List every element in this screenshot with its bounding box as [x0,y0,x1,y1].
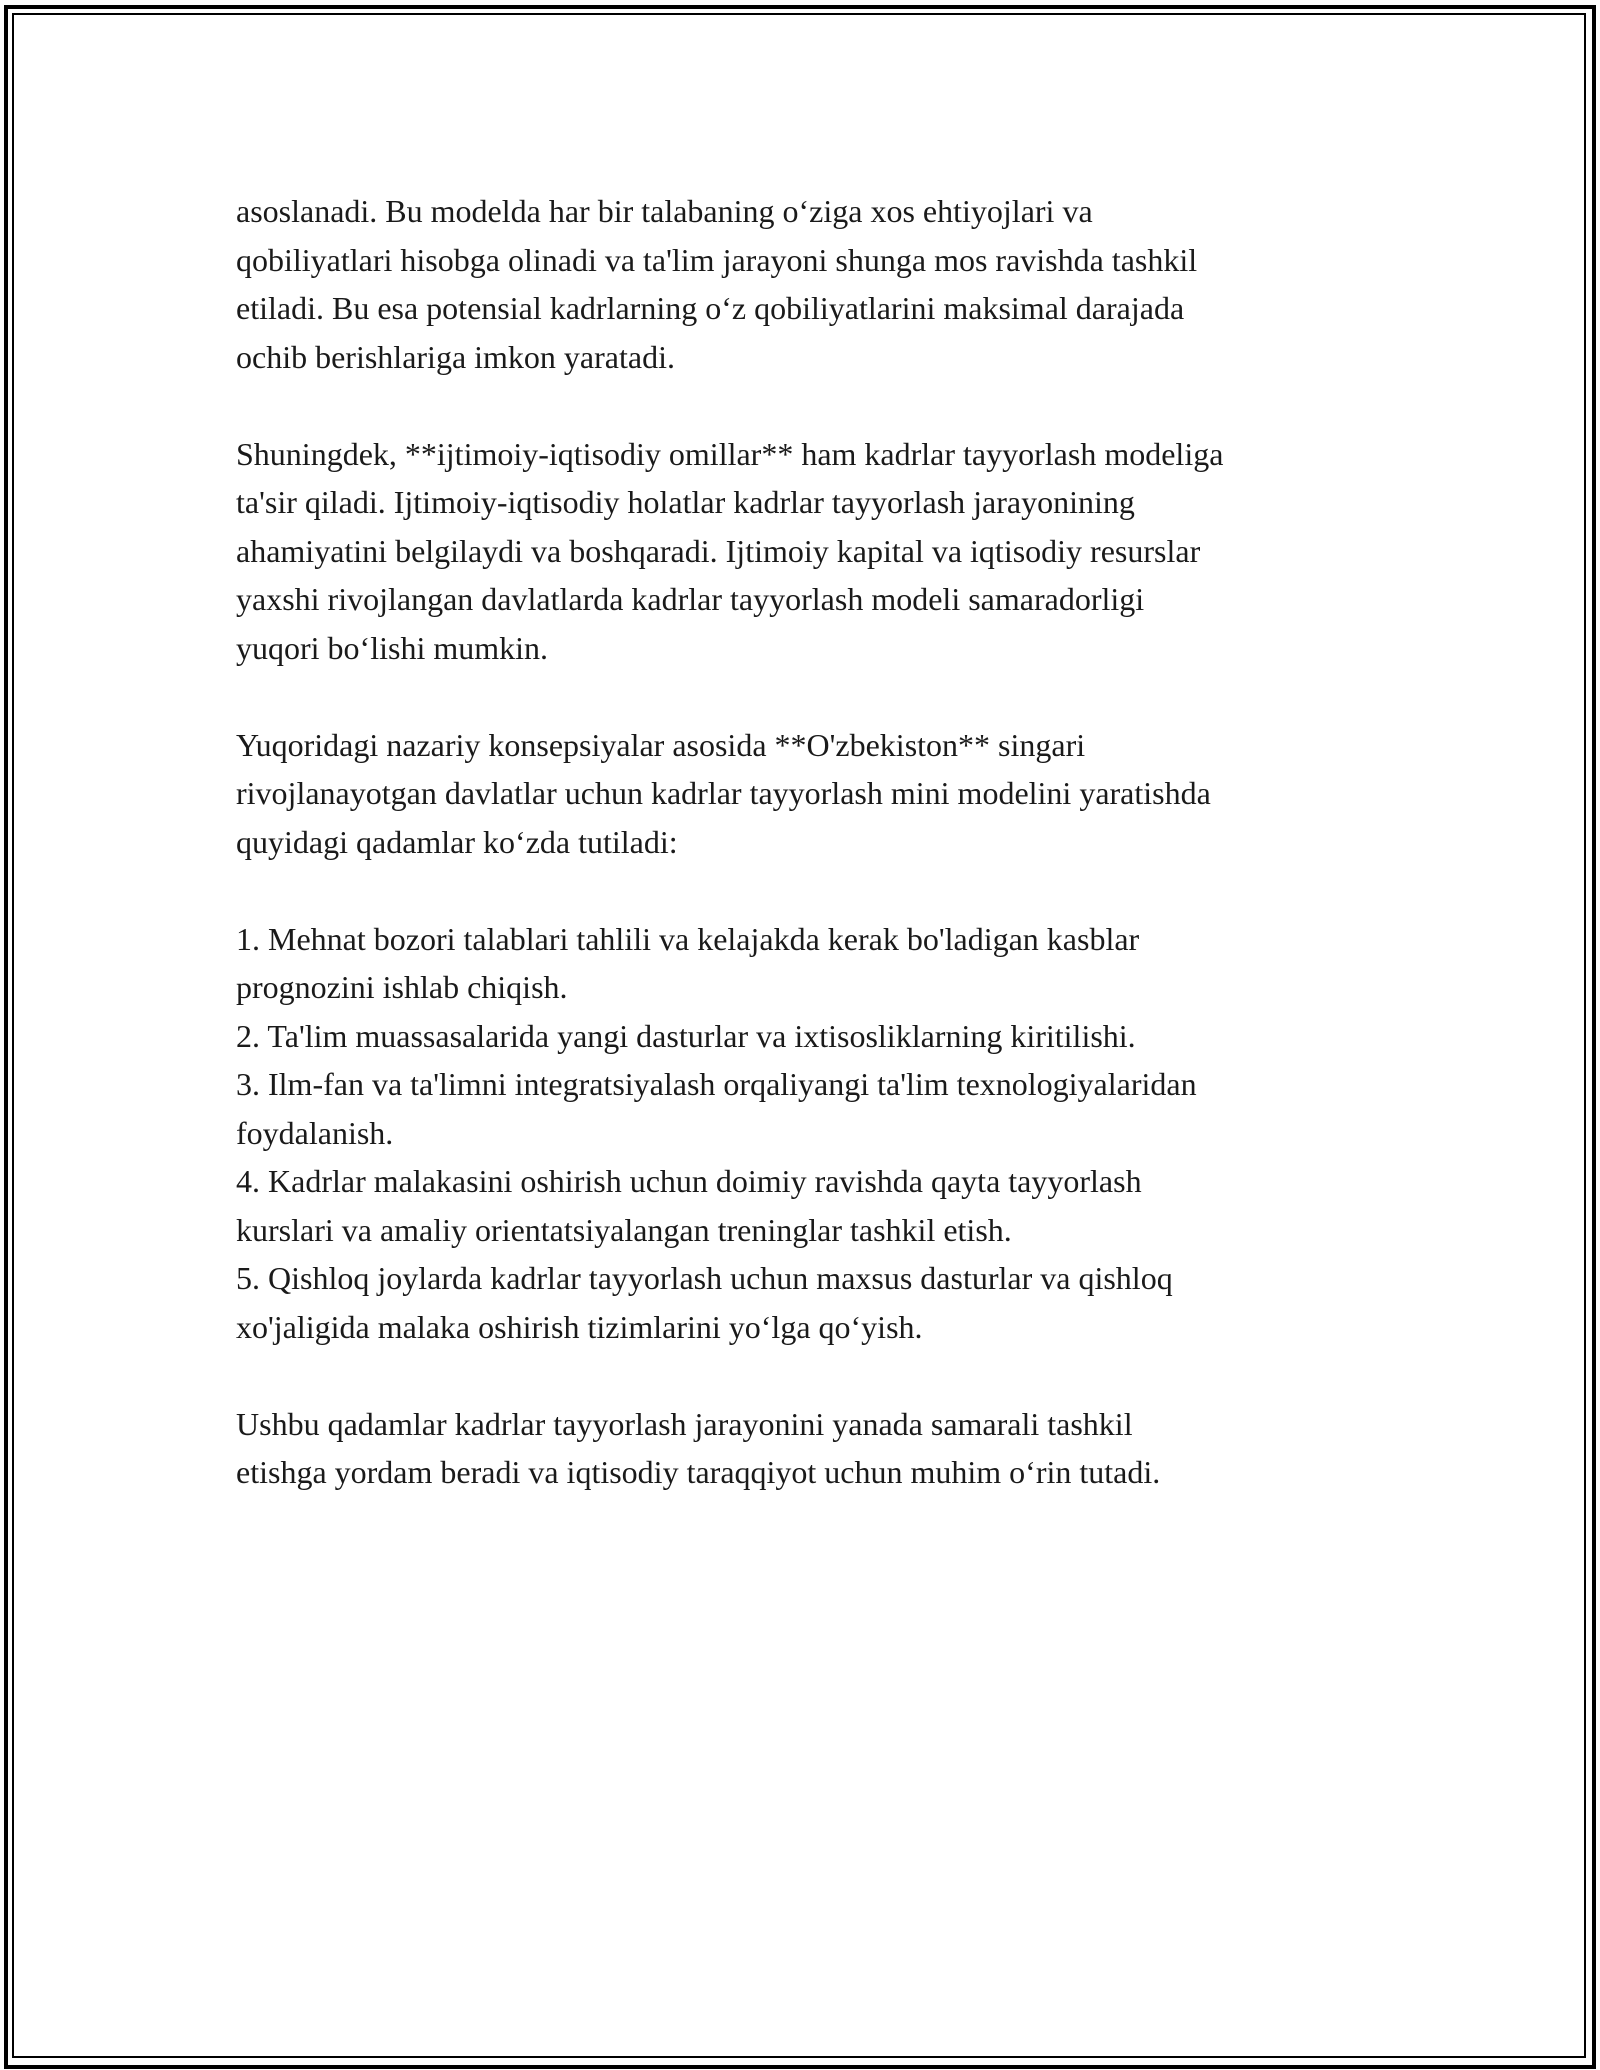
text-line: ahamiyatini belgilaydi va boshqaradi. Ijtimoiy kapital va iqtisodiy resurslar [236,532,1201,569]
text-line: Shuningdek, **ijtimoiy-iqtisodiy omillar** ham kadrlar tayyorlash modeliga [236,435,1224,472]
paragraph-spacer [236,866,1396,915]
paragraph-spacer [236,381,1396,430]
numbered-list [236,915,1396,1352]
list-item-continuation: prognozini ishlab chiqish. [236,969,568,1005]
text-line: quyidagi qadamlar ko‘zda tutiladi: [236,823,678,860]
paragraph-3 [236,721,1396,867]
list-item: 4. Kadrlar malakasini oshirish uchun doimiy ravishda qayta tayyorlash [236,1163,1142,1199]
text-line: Yuqoridagi nazariy konsepsiyalar asosida **O'zbekiston** singari [236,726,1086,763]
document-body [236,187,1396,1497]
paragraph-1 [236,187,1396,381]
list-item-continuation: foydalanish. [236,1114,394,1151]
paragraph-spacer [236,672,1396,721]
paragraph-2 [236,430,1396,673]
text-line: Ushbu qadamlar kadrlar tayyorlash jarayonini yanada samarali tashkil [236,1405,1133,1442]
text-line: rivojlanayotgan davlatlar uchun kadrlar tayyorlash mini modelini yaratishda [236,775,1211,811]
list-item-continuation: kurslari va amaliy orientatsiyalangan treninglar tashkil etish. [236,1211,1012,1248]
text-line: yaxshi rivojlangan davlatlarda kadrlar tayyorlash modeli samaradorligi [236,581,1145,617]
list-item: 1. Mehnat bozori talablari tahlili va kelajakda kerak bo'ladigan kasblar [236,920,1140,957]
text-line: qobiliyatlari hisobga olinadi va ta'lim jarayoni shunga mos ravishda tashkil [236,241,1198,278]
list-item-continuation: xo'jaligida malaka oshirish tizimlarini yo‘lga qo‘yish. [236,1308,923,1345]
list-item: 2. Ta'lim muassasalarida yangi dasturlar va ixtisosliklarning kiritilishi. [236,1017,1136,1054]
text-line: asoslanadi. Bu modelda har bir talabaning o‘ziga xos ehtiyojlari va [236,193,1093,229]
text-line: etiladi. Bu esa potensial kadrlarning o‘z qobiliyatlarini maksimal darajada [236,290,1185,326]
text-line: ochib berishlariga imkon yaratadi. [236,338,675,375]
text-line: ta'sir qiladi. Ijtimoiy-iqtisodiy holatlar kadrlar tayyorlash jarayonining [236,484,1135,520]
text-line: yuqori bo‘lishi mumkin. [236,629,548,666]
list-item: 3. Ilm-fan va ta'limni integratsiyalash orqaliyangi ta'lim texnologiyalaridan [236,1066,1197,1102]
paragraph-4 [236,1400,1396,1497]
text-line: etishga yordam beradi va iqtisodiy taraqqiyot uchun muhim o‘rin tutadi. [236,1454,1161,1490]
list-item: 5. Qishloq joylarda kadrlar tayyorlash uchun maxsus dasturlar va qishloq [236,1260,1173,1296]
paragraph-spacer [236,1351,1396,1400]
